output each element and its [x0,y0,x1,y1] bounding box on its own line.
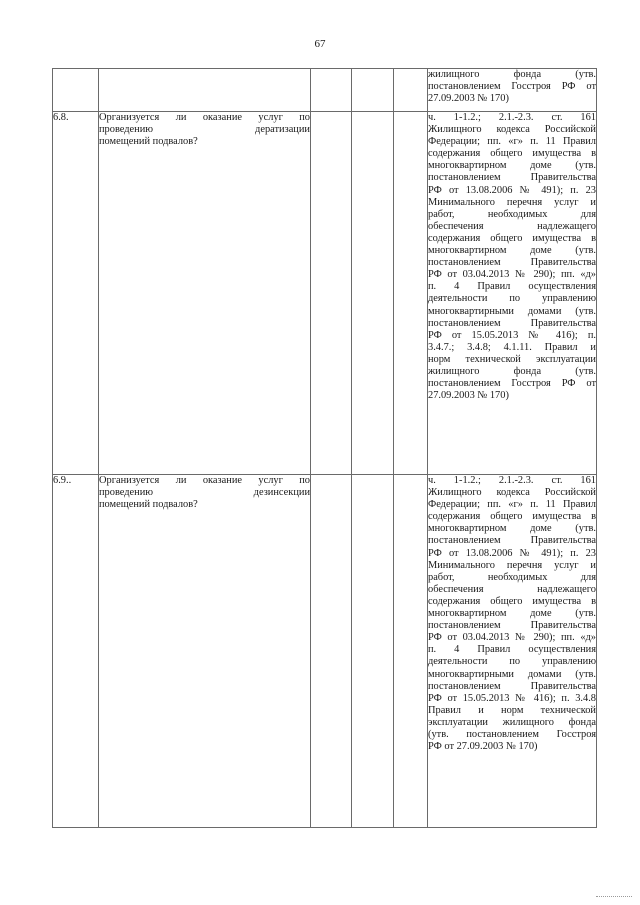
cell-number [53,69,99,112]
text-line: проведению дератизации [99,124,310,136]
text-line: многоквартирном доме (утв. [428,523,596,535]
legal-reference-text [428,475,596,753]
cell-answer-no [352,475,394,828]
text-line: жилищного фонда (утв. [428,69,596,80]
table-row [53,475,597,828]
text-line: постановлением Госстроя РФ от [428,378,596,390]
cell-not-applicable [394,475,428,828]
text-line: работ, необходимых для [428,571,596,583]
cell-legal-reference [428,112,597,475]
text-line: многоквартирном доме (утв. [428,245,596,257]
page-number: 67 [314,38,326,50]
text-line: постановлением Правительства [428,172,596,184]
text-line: Федерации; пп. «г» п. 11 Правил [428,499,596,511]
text-line: п. 4 Правил осуществления [428,644,596,656]
text-line: помещений подвалов? [99,136,198,148]
text-line: содержания общего имущества в [428,511,596,523]
text-line: содержания общего имущества в [428,148,596,160]
text-line: постановлением Правительства [428,620,596,632]
text-line: эксплуатации жилищного фонда [428,716,596,728]
scan-edge-mark [596,896,632,897]
cell-answer-no [352,69,394,112]
text-line: Организуется ли оказание услуг по [99,475,310,486]
cell-answer-no [352,112,394,475]
text-line: содержания общего имущества в [428,595,596,607]
cell-answer-yes [311,475,352,828]
text-line: постановлением Правительства [428,317,596,329]
legal-reference-text [428,112,596,402]
text-line: деятельности по управлению [428,293,596,305]
cell-question [99,112,311,475]
cell-question [99,69,311,112]
text-line: РФ от 03.04.2013 № 290); пп. «д» [428,632,596,644]
text-line: РФ от 03.04.2013 № 290); пп. «д» [428,269,596,281]
text-line: п. 4 Правил осуществления [428,281,596,293]
text-line: Минимального перечня услуг и [428,196,596,208]
text-line: РФ от 27.09.2003 № 170) [428,741,538,753]
cell-legal-reference [428,475,597,828]
text-line: РФ от 15.05.2013 № 416); п. 3.4.8 [428,692,596,704]
cell-legal-reference [428,69,597,112]
cell-answer-yes [311,69,352,112]
text-line: постановлением Правительства [428,257,596,269]
text-line: содержания общего имущества в [428,232,596,244]
question-text [99,112,310,148]
text-line: 27.09.2003 № 170) [428,93,509,105]
text-line: жилищного фонда (утв. [428,365,596,377]
cell-number: 6.8. [53,112,99,475]
text-line: 27.09.2003 № 170) [428,390,509,402]
requirements-table [52,68,597,828]
text-line: многоквартирными домами (утв. [428,668,596,680]
text-line: многоквартирными домами (утв. [428,305,596,317]
text-line: Организуется ли оказание услуг по [99,112,310,123]
table-row [53,112,597,475]
text-line: Минимального перечня услуг и [428,559,596,571]
text-line: работ, необходимых для [428,208,596,220]
text-line: Жилищного кодекса Российской [428,487,596,499]
question-text [99,475,310,511]
text-line: ч. 1-1.2.; 2.1.-2.3. ст. 161 [428,112,596,123]
legal-reference-text [428,69,596,105]
text-line: РФ от 13.08.2006 № 491); п. 23 [428,547,596,559]
text-line: постановлением Правительства [428,535,596,547]
text-line: проведению дезинсекции [99,487,310,499]
text-line: обеспечения надлежащего [428,583,596,595]
cell-not-applicable [394,112,428,475]
text-line: норм технической эксплуатации [428,353,596,365]
cell-answer-yes [311,112,352,475]
text-line: (утв. постановлением Госстроя [428,728,596,740]
text-line: постановлением Госстроя РФ от [428,81,596,93]
text-line: РФ от 15.05.2013 № 416); п. [428,329,596,341]
table-row-continuation [53,69,597,112]
text-line: многоквартирном доме (утв. [428,608,596,620]
text-line: Жилищного кодекса Российской [428,124,596,136]
text-line: постановлением Правительства [428,680,596,692]
text-line: Правил и норм технической [428,704,596,716]
text-line: РФ от 13.08.2006 № 491); п. 23 [428,184,596,196]
text-line: ч. 1-1.2.; 2.1.-2.3. ст. 161 [428,475,596,486]
text-line: помещений подвалов? [99,499,198,511]
cell-question [99,475,311,828]
cell-not-applicable [394,69,428,112]
text-line: Федерации; пп. «г» п. 11 Правил [428,136,596,148]
text-line: многоквартирном доме (утв. [428,160,596,172]
text-line: обеспечения надлежащего [428,220,596,232]
text-line: 3.4.7.; 3.4.8; 4.1.11. Правил и [428,341,596,353]
text-line: деятельности по управлению [428,656,596,668]
cell-number: 6.9.. [53,475,99,828]
